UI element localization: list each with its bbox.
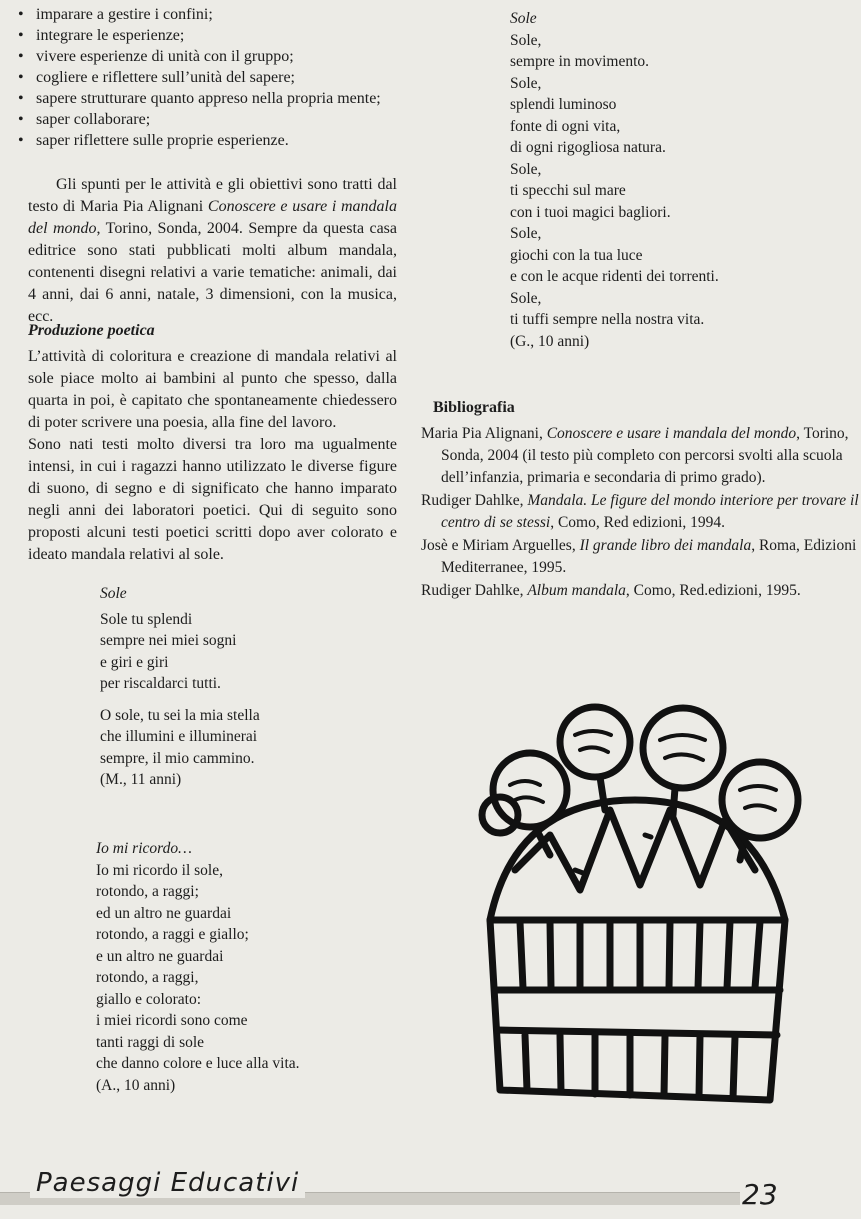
list-item: • sapere strutturare quanto appreso nella propria mente; <box>18 88 418 109</box>
entry-details: , Como, Red edizioni, 1994. <box>550 514 726 531</box>
poem-line: rotondo, a raggi; <box>96 883 199 900</box>
entry-author: Rudiger Dahlke, <box>421 492 528 509</box>
list-item: • saper collaborare; <box>18 109 418 130</box>
poem-line: Sole, <box>510 74 542 92</box>
bibliography-entry <box>421 490 861 534</box>
poem-line: con i tuoi magici bagliori. <box>510 203 671 221</box>
poem-author: (M., 11 anni) <box>100 771 182 788</box>
entry-details: , Torino, Sonda, 2004 (il testo più completo con percorsi svolti alla scuola dell’infanzia, primaria e secondaria di primo grado). <box>441 425 849 486</box>
poem-line: splendi luminoso <box>510 96 617 113</box>
poem-line: e un altro ne guardai <box>96 947 224 965</box>
list-item: • cogliere e riflettere sull’unità del sapere; <box>18 67 418 88</box>
poem-line: giochi con la tua luce <box>510 246 643 264</box>
poem-line: Sole tu splendi <box>100 610 193 628</box>
poem-author: (A., 10 anni) <box>96 1076 176 1094</box>
poem-line: per riscaldarci tutti. <box>100 675 221 692</box>
entry-details: , Roma, Edizioni Mediterranee, 1995. <box>441 537 857 576</box>
bibliography-title: Bibliografia <box>433 399 515 416</box>
paragraph-text: Gli spunti per le attività e gli obiettivi sono tratti dal testo di Maria Pia Alignani <box>28 176 397 215</box>
sun-drawing-illustration <box>455 690 800 1120</box>
section-heading: Produzione poetica <box>28 322 155 339</box>
bibliography-entry <box>421 580 861 602</box>
entry-title: Album mandala <box>527 582 626 599</box>
activity-paragraph: L’attività di coloritura e creazione di mandala relativi al sole piace molto ai bambini al punto che spesso, dalla quarta in poi, è capitato che spontaneamente chiedessero di poter scrivere una poesia, alla fine del lavoro. <box>28 348 397 431</box>
poem-line: tanti raggi di sole <box>96 1033 205 1051</box>
list-item: • imparare a gestire i confini; <box>18 4 418 25</box>
poem-line: rotondo, a raggi, <box>96 969 199 986</box>
poem-line: rotondo, a raggi e giallo; <box>96 926 249 943</box>
poem-line: che danno colore e luce alla vita. <box>96 1055 300 1072</box>
poem-title: Sole <box>510 10 537 27</box>
entry-title: Mandala. Le figure del mondo interiore per trovare il centro di se stessi <box>441 492 859 531</box>
poem-line: Io mi ricordo il sole, <box>96 861 223 879</box>
poem-line: O sole, tu sei la mia stella <box>100 706 260 724</box>
paragraph-text: , Torino, Sonda, 2004. Sempre da questa casa editrice sono stati pubblicati molti album mandala, contenenti disegni relativi a varie tematiche: animali, dai 4 anni, dai 6 anni, natale, 3 dimensioni, con la musica, ecc. <box>28 220 397 325</box>
poem-line: giallo e colorato: <box>96 990 202 1008</box>
poem-title: Sole <box>100 585 127 602</box>
poem-line: Sole, <box>510 225 542 242</box>
poem-line: i miei ricordi sono come <box>96 1012 248 1029</box>
texts-paragraph: Sono nati testi molto diversi tra loro ma ugualmente intensi, in cui i ragazzi hanno utilizzato le diverse figure di suono, di segno e di significato che hanno imparato negli anni dei laboratori poetici. Qui di seguito sono proposti alcuni testi poetici scritti dopo aver colorato e ideato mandala relativi al sole. <box>28 436 397 563</box>
page-number: 23 <box>742 1178 778 1211</box>
objectives-list <box>18 4 418 151</box>
poem-line: ed un altro ne guardai <box>96 904 232 922</box>
poem-sole-1 <box>100 583 260 791</box>
poem-title: Io mi ricordo… <box>96 840 192 857</box>
book-title: Conoscere e usare i mandala del mondo <box>28 198 398 237</box>
entry-title: Il grande libro dei mandala <box>579 537 752 554</box>
poem-line: Sole, <box>510 31 542 49</box>
poem-line: Sole, <box>510 160 542 178</box>
list-item: • vivere esperienze di unità con il gruppo; <box>18 46 418 67</box>
poem-sole-2 <box>510 8 719 352</box>
poem-line: ti specchi sul mare <box>510 182 626 199</box>
entry-title: Conoscere e usare i mandala del mondo <box>546 425 797 442</box>
intro-paragraph <box>28 174 397 328</box>
bibliography-list <box>421 423 861 603</box>
poem-line: Sole, <box>510 289 542 307</box>
magazine-title: Paesaggi Educativi <box>30 1168 305 1198</box>
list-item: • integrare le esperienze; <box>18 25 418 46</box>
poem-line: e con le acque ridenti dei torrenti. <box>510 268 719 285</box>
poem-line: fonte di ogni vita, <box>510 117 621 135</box>
poem-line: sempre nei miei sogni <box>100 632 237 649</box>
poem-author: (G., 10 anni) <box>510 332 590 350</box>
poem-line: sempre in movimento. <box>510 53 650 70</box>
poem-line: sempre, il mio cammino. <box>100 749 255 767</box>
entry-author: Josè e Miriam Arguelles, <box>421 537 580 554</box>
bibliography-entry <box>421 423 861 489</box>
poem-line: che illumini e illuminerai <box>100 728 258 745</box>
entry-author: Maria Pia Alignani, <box>421 425 547 442</box>
poem-line: ti tuffi sempre nella nostra vita. <box>510 311 705 328</box>
poem-io-mi-ricordo <box>96 838 300 1096</box>
entry-details: , Como, Red.edizioni, 1995. <box>625 582 801 599</box>
bibliography-entry <box>421 535 861 579</box>
poem-line: di ogni rigogliosa natura. <box>510 139 666 156</box>
poem-line: e giri e giri <box>100 653 169 671</box>
entry-author: Rudiger Dahlke, <box>421 582 528 599</box>
list-item: • saper riflettere sulle proprie esperienze. <box>18 130 418 151</box>
